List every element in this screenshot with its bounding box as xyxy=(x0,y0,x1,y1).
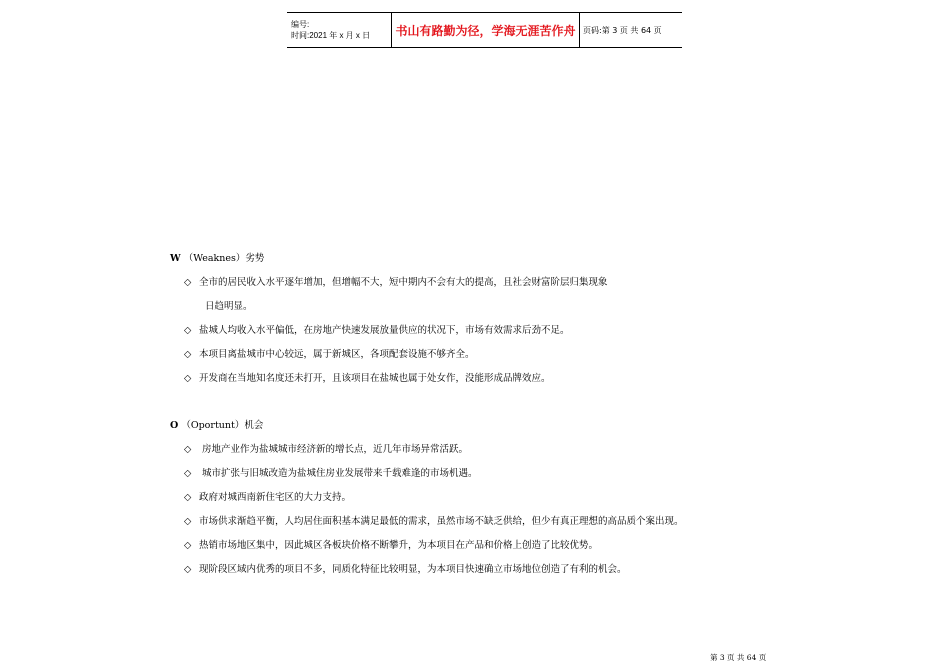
weakness-item xyxy=(184,322,570,336)
diamond-bullet-icon: ◇ xyxy=(184,540,192,551)
diamond-bullet-icon: ◇ xyxy=(184,444,192,455)
opportunity-item xyxy=(184,441,468,455)
diamond-bullet-icon: ◇ xyxy=(184,325,192,336)
weakness-item-text: 全市的居民收入水平逐年增加，但增幅不大，短中期内不会有大的提高，且社会财富阶层归集现象 xyxy=(199,277,608,288)
opportunity-item-text: 现阶段区域内优秀的项目不多，同质化特征比较明显，为本项目快速确立市场地位创造了有利的机会。 xyxy=(199,564,627,575)
opportunity-item-text: 房地产业作为盐城城市经济新的增长点，近几年市场异常活跃。 xyxy=(199,444,469,455)
diamond-bullet-icon: ◇ xyxy=(184,349,192,360)
diamond-bullet-icon: ◇ xyxy=(184,277,192,288)
diamond-bullet-icon: ◇ xyxy=(184,564,192,575)
diamond-bullet-icon: ◇ xyxy=(184,468,192,479)
weakness-item-text: 本项目离盐城市中心较远，属于新城区，各项配套设施不够齐全。 xyxy=(199,349,475,360)
opportunity-item xyxy=(184,465,478,479)
opportunity-item-text: 市场供求渐趋平衡，人均居住面积基本满足最低的需求，虽然市场不缺乏供给，但少有真正理想的高品质个案出现。 xyxy=(199,516,684,527)
weakness-heading xyxy=(170,250,264,264)
weakness-item xyxy=(184,370,551,384)
weakness-item xyxy=(184,274,608,288)
header-page-info: 页码:第 3 页 共 64 页 xyxy=(583,25,662,35)
page-footer: 第 3 页 共 64 页 xyxy=(710,653,767,662)
opportunity-item xyxy=(184,537,598,551)
weakness-item-continuation: 日趋明显。 xyxy=(205,301,253,312)
weakness-item-text: 开发商在当地知名度还未打开，且该项目在盐城也属于处女作，没能形成品牌效应。 xyxy=(199,373,551,384)
opportunity-letter: O xyxy=(170,420,179,431)
number-label: 编号: xyxy=(291,20,310,29)
opportunity-title: （Oportunt）机会 xyxy=(181,420,264,431)
weakness-letter: W xyxy=(170,253,181,264)
opportunity-item-text: 城市扩张与旧城改造为盐城住房业发展带来千载难逢的市场机遇。 xyxy=(199,468,478,479)
weakness-title: （Weaknes）劣势 xyxy=(183,253,265,264)
time-label: 时间:2021 年 x 月 x 日 xyxy=(291,31,371,40)
weakness-item xyxy=(184,346,475,360)
opportunity-item xyxy=(184,561,627,575)
diamond-bullet-icon: ◇ xyxy=(184,373,192,384)
opportunity-item xyxy=(184,513,684,527)
header-motto: 书山有路勤为径，学海无涯苦作舟 xyxy=(391,13,580,47)
diamond-bullet-icon: ◇ xyxy=(184,516,192,527)
opportunity-item-text: 政府对城西南新住宅区的大力支持。 xyxy=(199,492,352,503)
opportunity-item-text: 热销市场地区集中，因此城区各板块价格不断攀升，为本项目在产品和价格上创造了比较优势。 xyxy=(199,540,599,551)
opportunity-item xyxy=(184,489,351,503)
diamond-bullet-icon: ◇ xyxy=(184,492,192,503)
page-header xyxy=(287,12,682,48)
opportunity-heading xyxy=(170,417,263,431)
header-meta xyxy=(287,13,391,47)
weakness-item-text: 盐城人均收入水平偏低，在房地产快速发展放量供应的状况下，市场有效需求后劲不足。 xyxy=(199,325,570,336)
